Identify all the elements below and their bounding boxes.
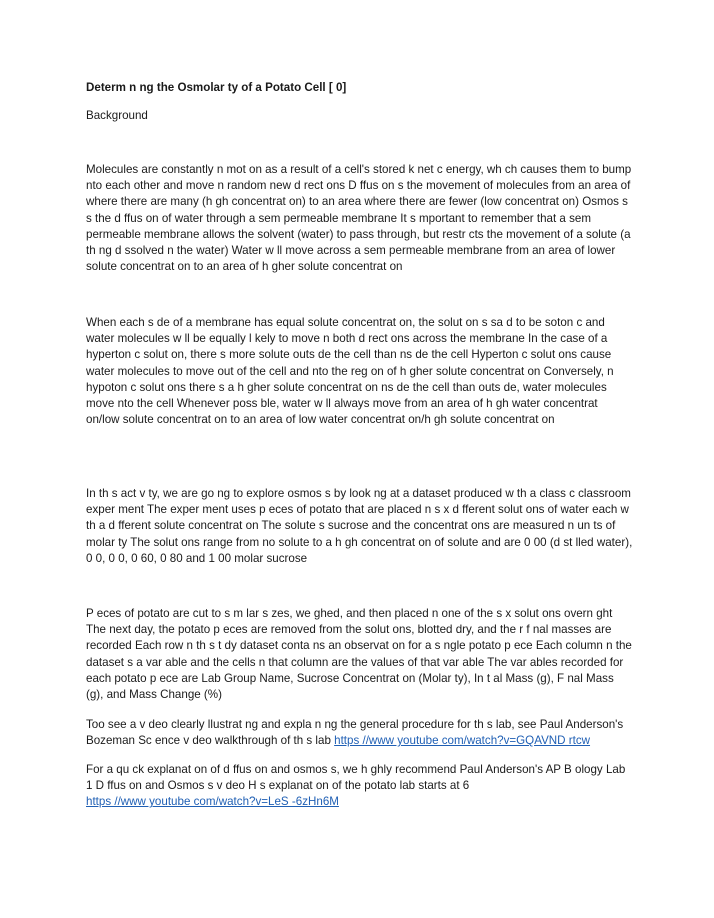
video-paragraph-text: Too see a v deo clearly llustrat ng and expla n ng the general procedure for th s lab, see Paul Anderson's Bozeman Sc ence v deo walkthrough of th s lab bbox=[86, 718, 624, 748]
paragraph-procedure: P eces of potato are cut to s m lar s zes, we ghed, and then placed n one of the s x solut ons overn ght The next day, the potato p eces are removed from the solut ons, blotted dry, and the r f nal masses are recorded Each row n th s t dy dataset conta ns an observat on for a s ngle potato p ece Each column n the dataset s a var able and the cells n that column are the values of that var able The var ables recorded for each potato p ece are Lab Group Name, Sucrose Concentrat on (Molar ty), In t al Mass (g), F nal Mass (g), and Mass Change (%) bbox=[86, 607, 632, 702]
diffusion-video-link[interactable]: https //www youtube com/watch?v=LeS -6zHn6M bbox=[86, 795, 339, 809]
paragraph-tonicity: When each s de of a membrane has equal solute concentrat on, the solut on s sa d to be soton c and water molecules w ll be equally l kely to move n both d rect ons across the membrane In the case of a hyperton c solut on, there s more solute outs de the cell than ns de the cell Hyperton c solut ons cause water molecules to move out of the cell and nto the reg on of h gher solute concentrat on Conversely, n hypoton c solut ons there s a h gher solute concentrat on ns de the cell than outs de, water molecules move nto the cell Whenever poss ble, water w ll always move from an area of h gh water concentrat on/low solute concentrat on to an area of low water concentrat on/h gh solute concentrat on bbox=[86, 316, 614, 427]
paragraph-video bbox=[86, 717, 634, 749]
paragraph-activity: In th s act v ty, we are go ng to explore osmos s by look ng at a dataset produced w th a class c classroom exper ment The exper ment uses p eces of potato that are placed n s x d fferent solut ons of water each w th a d fferent solute concentrat on The solute s sucrose and the concentrat ons are measured n un ts of molar ty The solut ons range from no solute to a h gh concentrat on of solute and are 0 00 (d st lled water), 0 0, 0 0, 0 60, 0 80 and 1 00 molar sucrose bbox=[86, 487, 633, 565]
bozeman-video-link[interactable]: https //www youtube com/watch?v=GQAVND rtcw bbox=[334, 734, 591, 748]
paragraph-diffusion-video bbox=[86, 762, 634, 811]
diffusion-paragraph-text: For a qu ck explanat on of d ffus on and osmos s, we h ghly recommend Paul Anderson's AP B ology Lab 1 D ffus on and Osmos s v deo H s explanat on of the potato lab starts at 6 bbox=[86, 763, 626, 793]
document-title: Determ n ng the Osmolar ty of a Potato Cell [ 0] bbox=[86, 81, 347, 94]
document-page bbox=[86, 80, 634, 809]
section-heading: Background bbox=[86, 109, 148, 122]
paragraph-diffusion: Molecules are constantly n mot on as a result of a cell's stored k net c energy, wh ch causes them to bump nto each other and move n random new d rect ons D ffus on s the movement of molecules from an area of where there are many (h gh concentrat on) to an area where there are fewer (low concentrat on) Osmos s s the d ffus on of water through a sem permeable membrane It s mportant to remember that a sem permeable membrane allows the solvent (water) to pass through, but restr cts the movement of a solute (a th ng d ssolved n the water) Water w ll move across a sem permeable membrane from an area of lower solute concentrat on to an area of h gher solute concentrat on bbox=[86, 163, 632, 274]
